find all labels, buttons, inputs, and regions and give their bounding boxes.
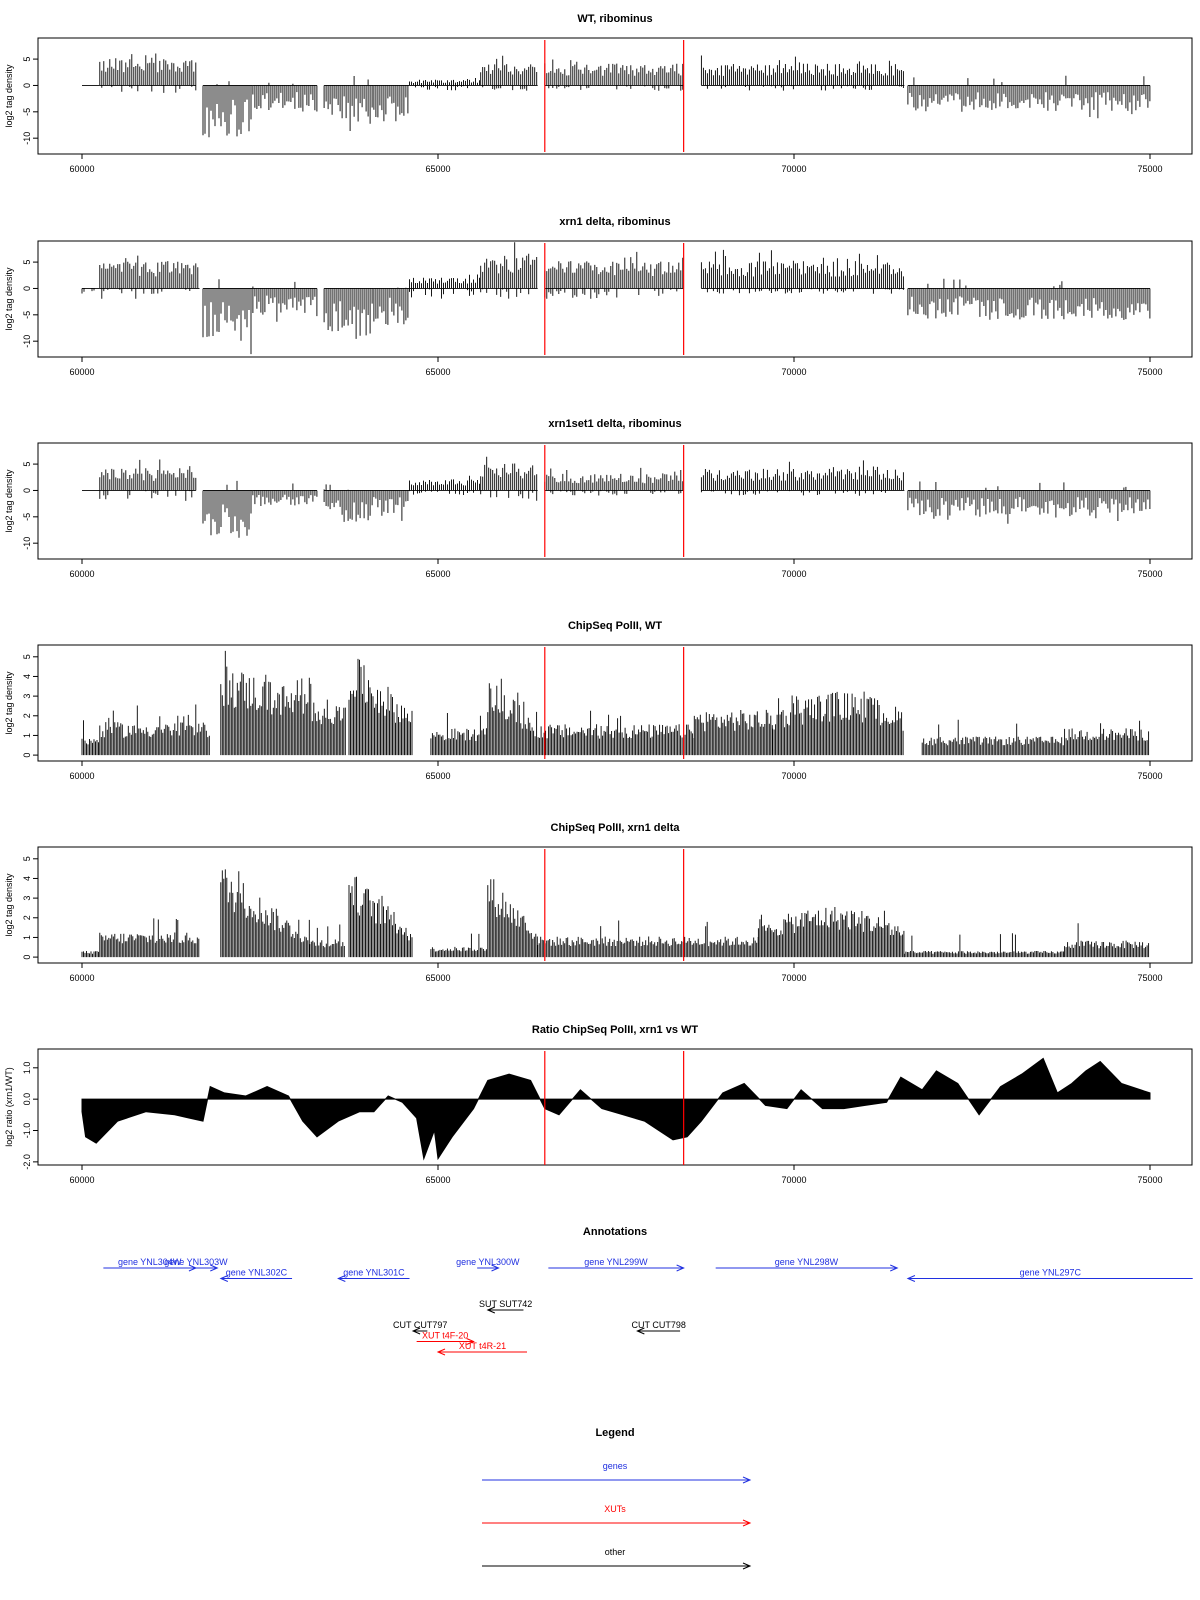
bar-cluster [481,56,538,91]
bar-cluster [922,720,1063,755]
legend-label: other [604,1547,626,1557]
x-tick-label: 65000 [425,367,451,377]
bar-cluster [221,651,345,755]
x-tick-label: 75000 [1137,164,1163,174]
data-segment-8 [545,468,684,496]
bar-cluster [410,476,481,495]
data-segment-4 [324,288,374,339]
data-segment-5 [374,288,410,325]
bar-cluster [488,879,538,957]
y-tick-label: -1.0 [22,1122,32,1139]
y-tick-label: 0 [22,487,32,493]
bar-cluster [203,81,253,137]
bar-cluster [100,256,200,299]
bar-cluster [908,279,1150,320]
y-tick-label: 0 [22,82,32,88]
bar-cluster [431,713,487,755]
annotation-label: SUT SUT742 [478,1299,533,1309]
data-marks [82,457,1150,538]
bar-cluster [758,907,904,957]
chart-panel-0 [4,13,1192,174]
data-segment-6 [531,711,695,755]
bar-cluster [908,76,1150,119]
bar-cluster [545,252,684,299]
annotations-title: Annotations [582,1226,648,1238]
annotation-label: gene YNL304W [117,1257,182,1267]
bar-cluster [374,85,410,121]
data-segment-10 [908,76,1150,119]
legend-title: Legend [595,1427,635,1439]
y-tick-label: 0 [22,752,32,758]
data-segment-9 [922,720,1063,755]
data-segment-3 [349,659,412,755]
y-tick-label: 4 [22,673,32,679]
data-segment-9 [701,460,904,495]
x-tick-label: 60000 [69,973,95,983]
data-segment-7 [694,710,772,755]
y-tick-label: 2 [22,713,32,719]
bar-cluster [701,56,904,91]
bar-cluster [349,659,412,755]
annotation-label: XUT t4F-20 [421,1330,469,1341]
data-marks [82,54,1150,138]
chart-panel-3 [4,620,1192,781]
annotation-label: gene YNL299W [584,1257,648,1267]
annotation-label: gene YNL300W [456,1257,520,1267]
annotations-track [103,1226,1192,1355]
data-segment-10 [1065,721,1149,755]
x-tick-label: 75000 [1137,1175,1163,1185]
data-segment-10 [908,279,1150,320]
x-tick-label: 70000 [781,367,807,377]
bar-cluster [488,679,530,755]
bar-cluster [253,484,317,507]
x-tick-label: 60000 [69,1175,95,1185]
annotation-genes [548,1257,683,1271]
data-segment-8 [758,907,904,957]
data-segment-5 [374,490,410,520]
data-segment-0 [82,288,100,293]
bar-cluster [545,60,684,91]
bar-cluster [310,925,345,958]
x-tick-label: 65000 [425,973,451,983]
y-tick-label: 5 [22,856,32,862]
data-segment-3 [253,282,317,322]
annotation-genes [908,1268,1193,1282]
legend [482,1427,750,1569]
data-segment-6 [410,275,481,299]
x-tick-label: 65000 [425,569,451,579]
bar-cluster [410,78,481,90]
plot-frame [38,847,1192,963]
data-segment-6 [410,476,481,495]
x-tick-label: 70000 [781,771,807,781]
data-segment-3 [253,484,317,507]
data-segment-5 [374,85,410,121]
y-tick-label: 5 [22,654,32,660]
annotation-label: XUT t4R-21 [458,1341,507,1351]
annotation-other [479,1299,532,1313]
bar-cluster [694,710,772,755]
x-tick-label: 70000 [781,1175,807,1185]
bar-cluster [431,934,487,958]
data-marks [82,869,1149,957]
data-segment-2 [203,81,253,137]
bar-cluster [82,288,100,293]
x-tick-label: 70000 [781,973,807,983]
annotation-label: gene YNL302C [225,1267,288,1278]
data-segment-5 [488,679,530,755]
bar-cluster [253,83,317,112]
x-tick-label: 60000 [69,771,95,781]
y-tick-label: 0 [22,285,32,291]
annotation-genes [164,1257,228,1271]
data-segment-2 [221,651,345,755]
bar-cluster [100,705,210,756]
x-tick-label: 70000 [781,164,807,174]
bar-cluster [324,288,374,339]
data-segment-4 [324,76,374,131]
data-segment-8 [773,692,904,756]
bar-cluster [100,54,196,93]
data-marks [82,651,1149,755]
bar-cluster [773,692,904,756]
data-marks [82,242,1150,354]
chart-title: xrn1set1 delta, ribominus [548,418,682,430]
y-tick-label: 1 [22,732,32,738]
bar-cluster [481,457,538,501]
chart-title: ChipSeq PolII, WT [567,620,663,632]
data-segment-7 [481,242,538,298]
data-segment-4 [324,484,374,522]
bar-cluster [1065,923,1149,957]
annotation-label: CUT CUT797 [393,1320,448,1330]
annotation-other [632,1320,686,1334]
y-tick-label: 1.0 [22,1061,32,1075]
x-tick-label: 60000 [69,367,95,377]
x-tick-label: 65000 [425,1175,451,1185]
bar-cluster [100,460,196,501]
data-segment-2 [203,481,253,538]
ratio-area [82,1058,1150,1158]
legend-label: genes [602,1461,628,1471]
bar-cluster [203,481,253,538]
chart-panel-5 [4,1024,1192,1185]
data-segment-7 [481,457,538,501]
chart-title: xrn1 delta, ribominus [559,216,671,228]
bar-cluster [374,288,410,325]
annotation-genes [716,1257,898,1271]
data-segment-4 [349,877,412,957]
annotation-label: gene YNL298W [774,1257,839,1267]
bar-cluster [701,250,904,294]
x-tick-label: 75000 [1137,569,1163,579]
bar-cluster [349,877,412,957]
bar-cluster [324,76,374,131]
y-tick-label: 5 [22,259,32,265]
data-segment-1 [100,54,196,93]
data-segment-7 [481,56,538,91]
data-segment-5 [431,934,487,958]
data-segment-6 [410,78,481,90]
annotation-label: CUT CUT798 [631,1320,686,1330]
y-tick-label: 5 [22,461,32,467]
annotation-label: gene YNL303W [164,1257,228,1267]
x-tick-label: 75000 [1137,367,1163,377]
bar-cluster [253,282,317,322]
data-segment-0 [82,951,99,957]
bar-cluster [324,484,374,522]
data-segment-8 [545,252,684,299]
data-segment-1 [100,918,199,957]
data-segment-0 [82,720,99,755]
data-segment-1 [100,256,200,299]
y-axis-label: log2 tag density [4,873,14,937]
y-tick-label: -10 [22,131,32,145]
data-segment-3 [310,925,345,958]
x-tick-label: 65000 [425,771,451,781]
y-tick-label: -2.0 [22,1154,32,1170]
bar-cluster [221,869,309,957]
data-segment-1 [100,460,196,501]
annotation-genes [221,1268,292,1282]
annotation-genes [338,1268,409,1282]
data-segment-1 [100,705,210,756]
legend-entry-other [482,1547,750,1569]
y-tick-label: 5 [22,56,32,62]
data-marks [82,1058,1150,1158]
y-axis-label: log2 tag density [4,64,14,128]
y-tick-label: -5 [22,512,32,521]
data-segment-10 [1065,923,1149,957]
bar-cluster [410,275,481,299]
y-tick-label: -5 [22,107,32,116]
bar-cluster [904,933,1063,957]
x-tick-label: 70000 [781,569,807,579]
y-axis-label: log2 ratio (xrn1/WT) [4,1067,14,1147]
annotation-xuts [438,1341,527,1355]
bar-cluster [531,711,695,755]
legend-entry-xuts [482,1504,750,1526]
y-tick-label: -10 [22,536,32,550]
data-segment-6 [488,879,538,957]
chart-panel-4 [4,822,1192,983]
y-tick-label: 3 [22,693,32,699]
bar-cluster [701,460,904,495]
y-tick-label: 0.0 [22,1092,32,1106]
y-axis-label: log2 tag density [4,671,14,735]
legend-entry-genes [482,1461,750,1483]
data-segment-10 [908,482,1150,524]
data-segment-2 [221,869,309,957]
data-segment-8 [545,60,684,91]
bar-cluster [908,482,1150,524]
data-segment-9 [701,56,904,91]
bar-cluster [82,951,99,957]
data-segment-9 [904,933,1063,957]
y-axis-label: log2 tag density [4,469,14,533]
bar-cluster [1065,721,1149,755]
chart-title: WT, ribominus [577,13,653,25]
legend-label: XUTs [604,1504,626,1514]
data-segment-7 [538,921,759,958]
data-segment-4 [431,713,487,755]
bar-cluster [545,468,684,496]
x-tick-label: 60000 [69,164,95,174]
y-tick-label: 0 [22,954,32,960]
x-tick-label: 65000 [425,164,451,174]
y-tick-label: -10 [22,334,32,348]
y-tick-label: 1 [22,934,32,940]
chart-panel-2 [4,418,1192,579]
data-segment-3 [253,83,317,112]
chart-title: ChipSeq PolII, xrn1 delta [550,822,680,834]
data-segment-2 [203,279,253,354]
bar-cluster [374,490,410,520]
bar-cluster [100,918,199,957]
y-axis-label: log2 tag density [4,267,14,331]
y-tick-label: 3 [22,895,32,901]
x-tick-label: 60000 [69,569,95,579]
bar-cluster [538,921,759,958]
chart-title: Ratio ChipSeq PolII, xrn1 vs WT [531,1024,699,1036]
annotation-label: gene YNL297C [1019,1267,1082,1278]
y-tick-label: 2 [22,915,32,921]
bar-cluster [82,720,99,755]
bar-cluster [203,279,253,354]
y-tick-label: -5 [22,310,32,319]
annotation-label: gene YNL301C [343,1267,405,1278]
data-segment-9 [701,250,904,294]
x-tick-label: 75000 [1137,771,1163,781]
y-tick-label: 4 [22,875,32,881]
x-tick-label: 75000 [1137,973,1163,983]
annotation-genes [456,1257,520,1271]
bar-cluster [481,242,538,298]
chart-panel-1 [4,216,1192,377]
